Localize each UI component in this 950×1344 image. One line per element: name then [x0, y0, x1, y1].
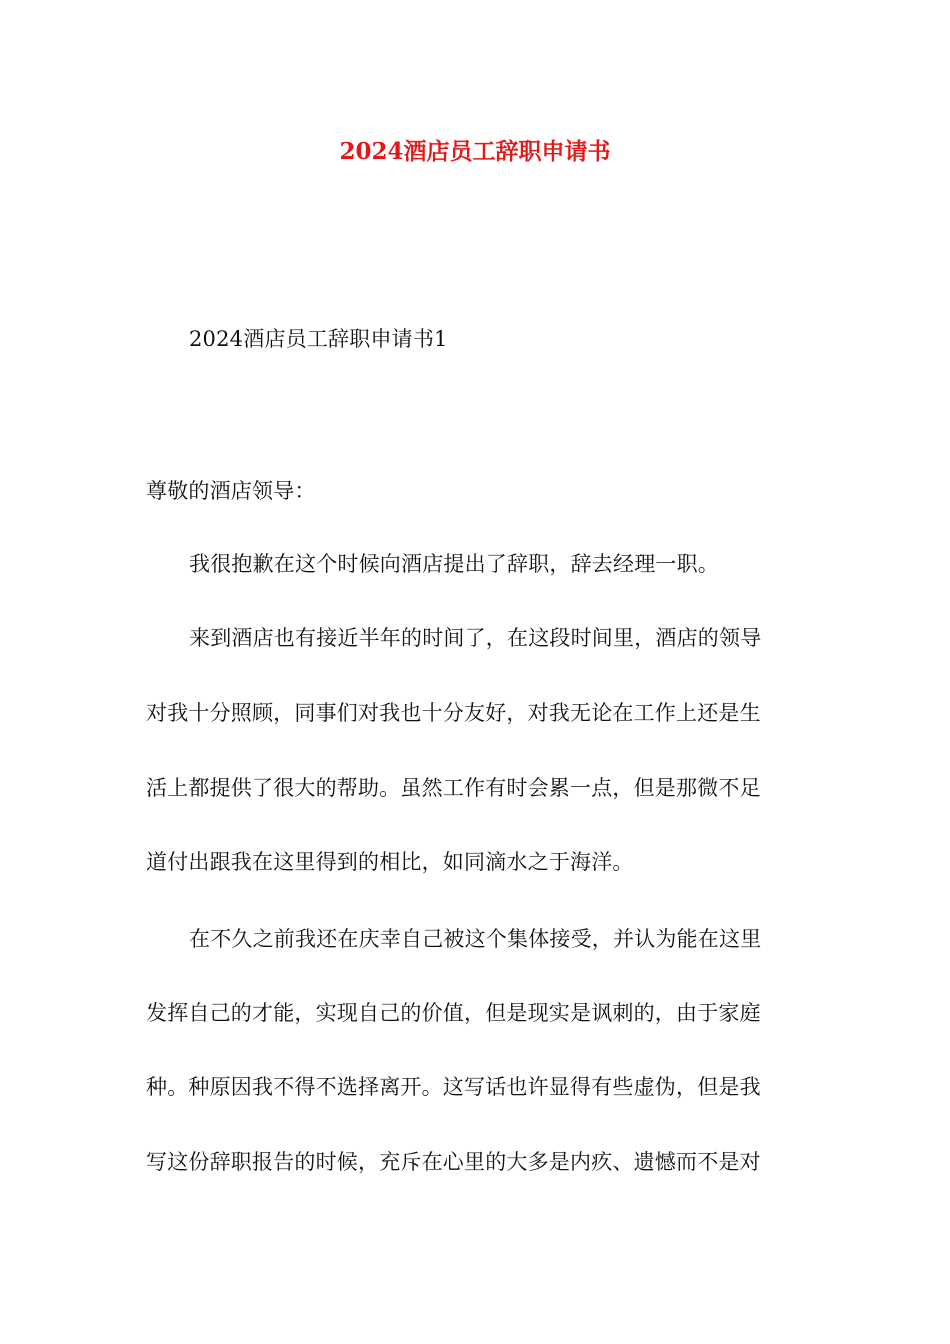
body-line: 我很抱歉在这个时候向酒店提出了辞职，辞去经理一职。 [189, 552, 719, 576]
salutation: 尊敬的酒店领导： [146, 479, 316, 503]
body-line: 在不久之前我还在庆幸自己被这个集体接受，并认为能在这里 [189, 927, 762, 951]
document-title: 2024酒店员工辞职申请书 [339, 138, 611, 165]
body-line: 写这份辞职报告的时候，充斥在心里的大多是内疚、遗憾而不是对 [146, 1150, 761, 1174]
body-line: 发挥自己的才能，实现自己的价值，但是现实是讽刺的，由于家庭 [146, 1001, 761, 1025]
body-line: 道付出跟我在这里得到的相比，如同滴水之于海洋。 [146, 850, 634, 874]
body-line: 来到酒店也有接近半年的时间了，在这段时间里，酒店的领导 [189, 626, 762, 650]
body-line: 对我十分照顾，同事们对我也十分友好，对我无论在工作上还是生 [146, 701, 761, 725]
section-heading: 2024酒店员工辞职申请书1 [189, 327, 448, 351]
body-line: 活上都提供了很大的帮助。虽然工作有时会累一点，但是那微不足 [146, 776, 761, 800]
body-line: 种。种原因我不得不选择离开。这写话也许显得有些虚伪，但是我 [146, 1075, 761, 1099]
